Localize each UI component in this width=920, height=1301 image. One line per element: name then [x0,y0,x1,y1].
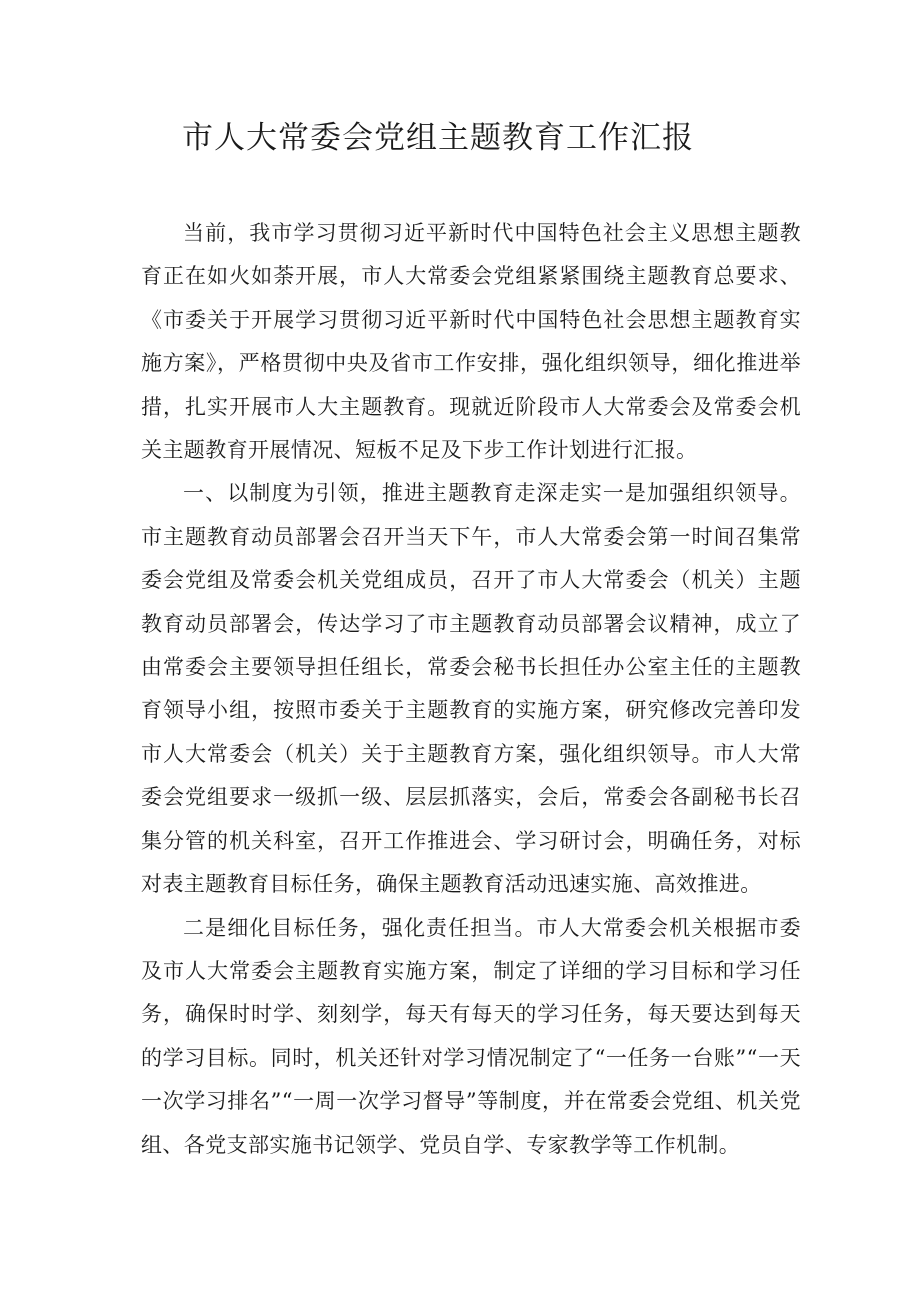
paragraph-section-two: 二是细化目标任务，强化责任担当。市人大常委会机关根据市委及市人大常委会主题教育实施方案，制定了详细的学习目标和学习任务，确保时时学、刻刻学，每天有每天的学习任务，每天要达到每天的学习目标。同时，机关还针对学习情况制定了“一任务一台账”“一天一次学习排名”“一周一次学习督导”等制度，并在常委会党组、机关党组、各党支部实施书记领学、党员自学、专家教学等工作机制。 [141,915,801,1157]
document-body [141,212,801,1167]
document-title: 市人大常委会党组主题教育工作汇报 [182,120,694,156]
paragraph-intro: 当前，我市学习贯彻习近平新时代中国特色社会主义思想主题教育正在如火如荼开展，市人大常委会党组紧紧围绕主题教育总要求、《市委关于开展学习贯彻习近平新时代中国特色社会思想主题教育实施方案》，严格贯彻中央及省市工作安排，强化组织领导，细化推进举措，扎实开展市人大主题教育。现就近阶段市人大常委会及常委会机关主题教育开展情况、短板不足及下步工作计划进行汇报。 [141,221,801,463]
paragraph-section-one: 一、以制度为引领，推进主题教育走深走实一是加强组织领导。市主题教育动员部署会召开当天下午，市人大常委会第一时间召集常委会党组及常委会机关党组成员，召开了市人大常委会（机关）主题教育动员部署会，传达学习了市主题教育动员部署会议精神，成立了由常委会主要领导担任组长，常委会秘书长担任办公室主任的主题教育领导小组，按照市委关于主题教育的实施方案，研究修改完善印发市人大常委会（机关）关于主题教育方案，强化组织领导。市人大常委会党组要求一级抓一级、层层抓落实，会后，常委会各副秘书长召集分管的机关科室，召开工作推进会、学习研讨会，明确任务，对标对表主题教育目标任务，确保主题教育活动迅速实施、高效推进。 [141,481,801,897]
